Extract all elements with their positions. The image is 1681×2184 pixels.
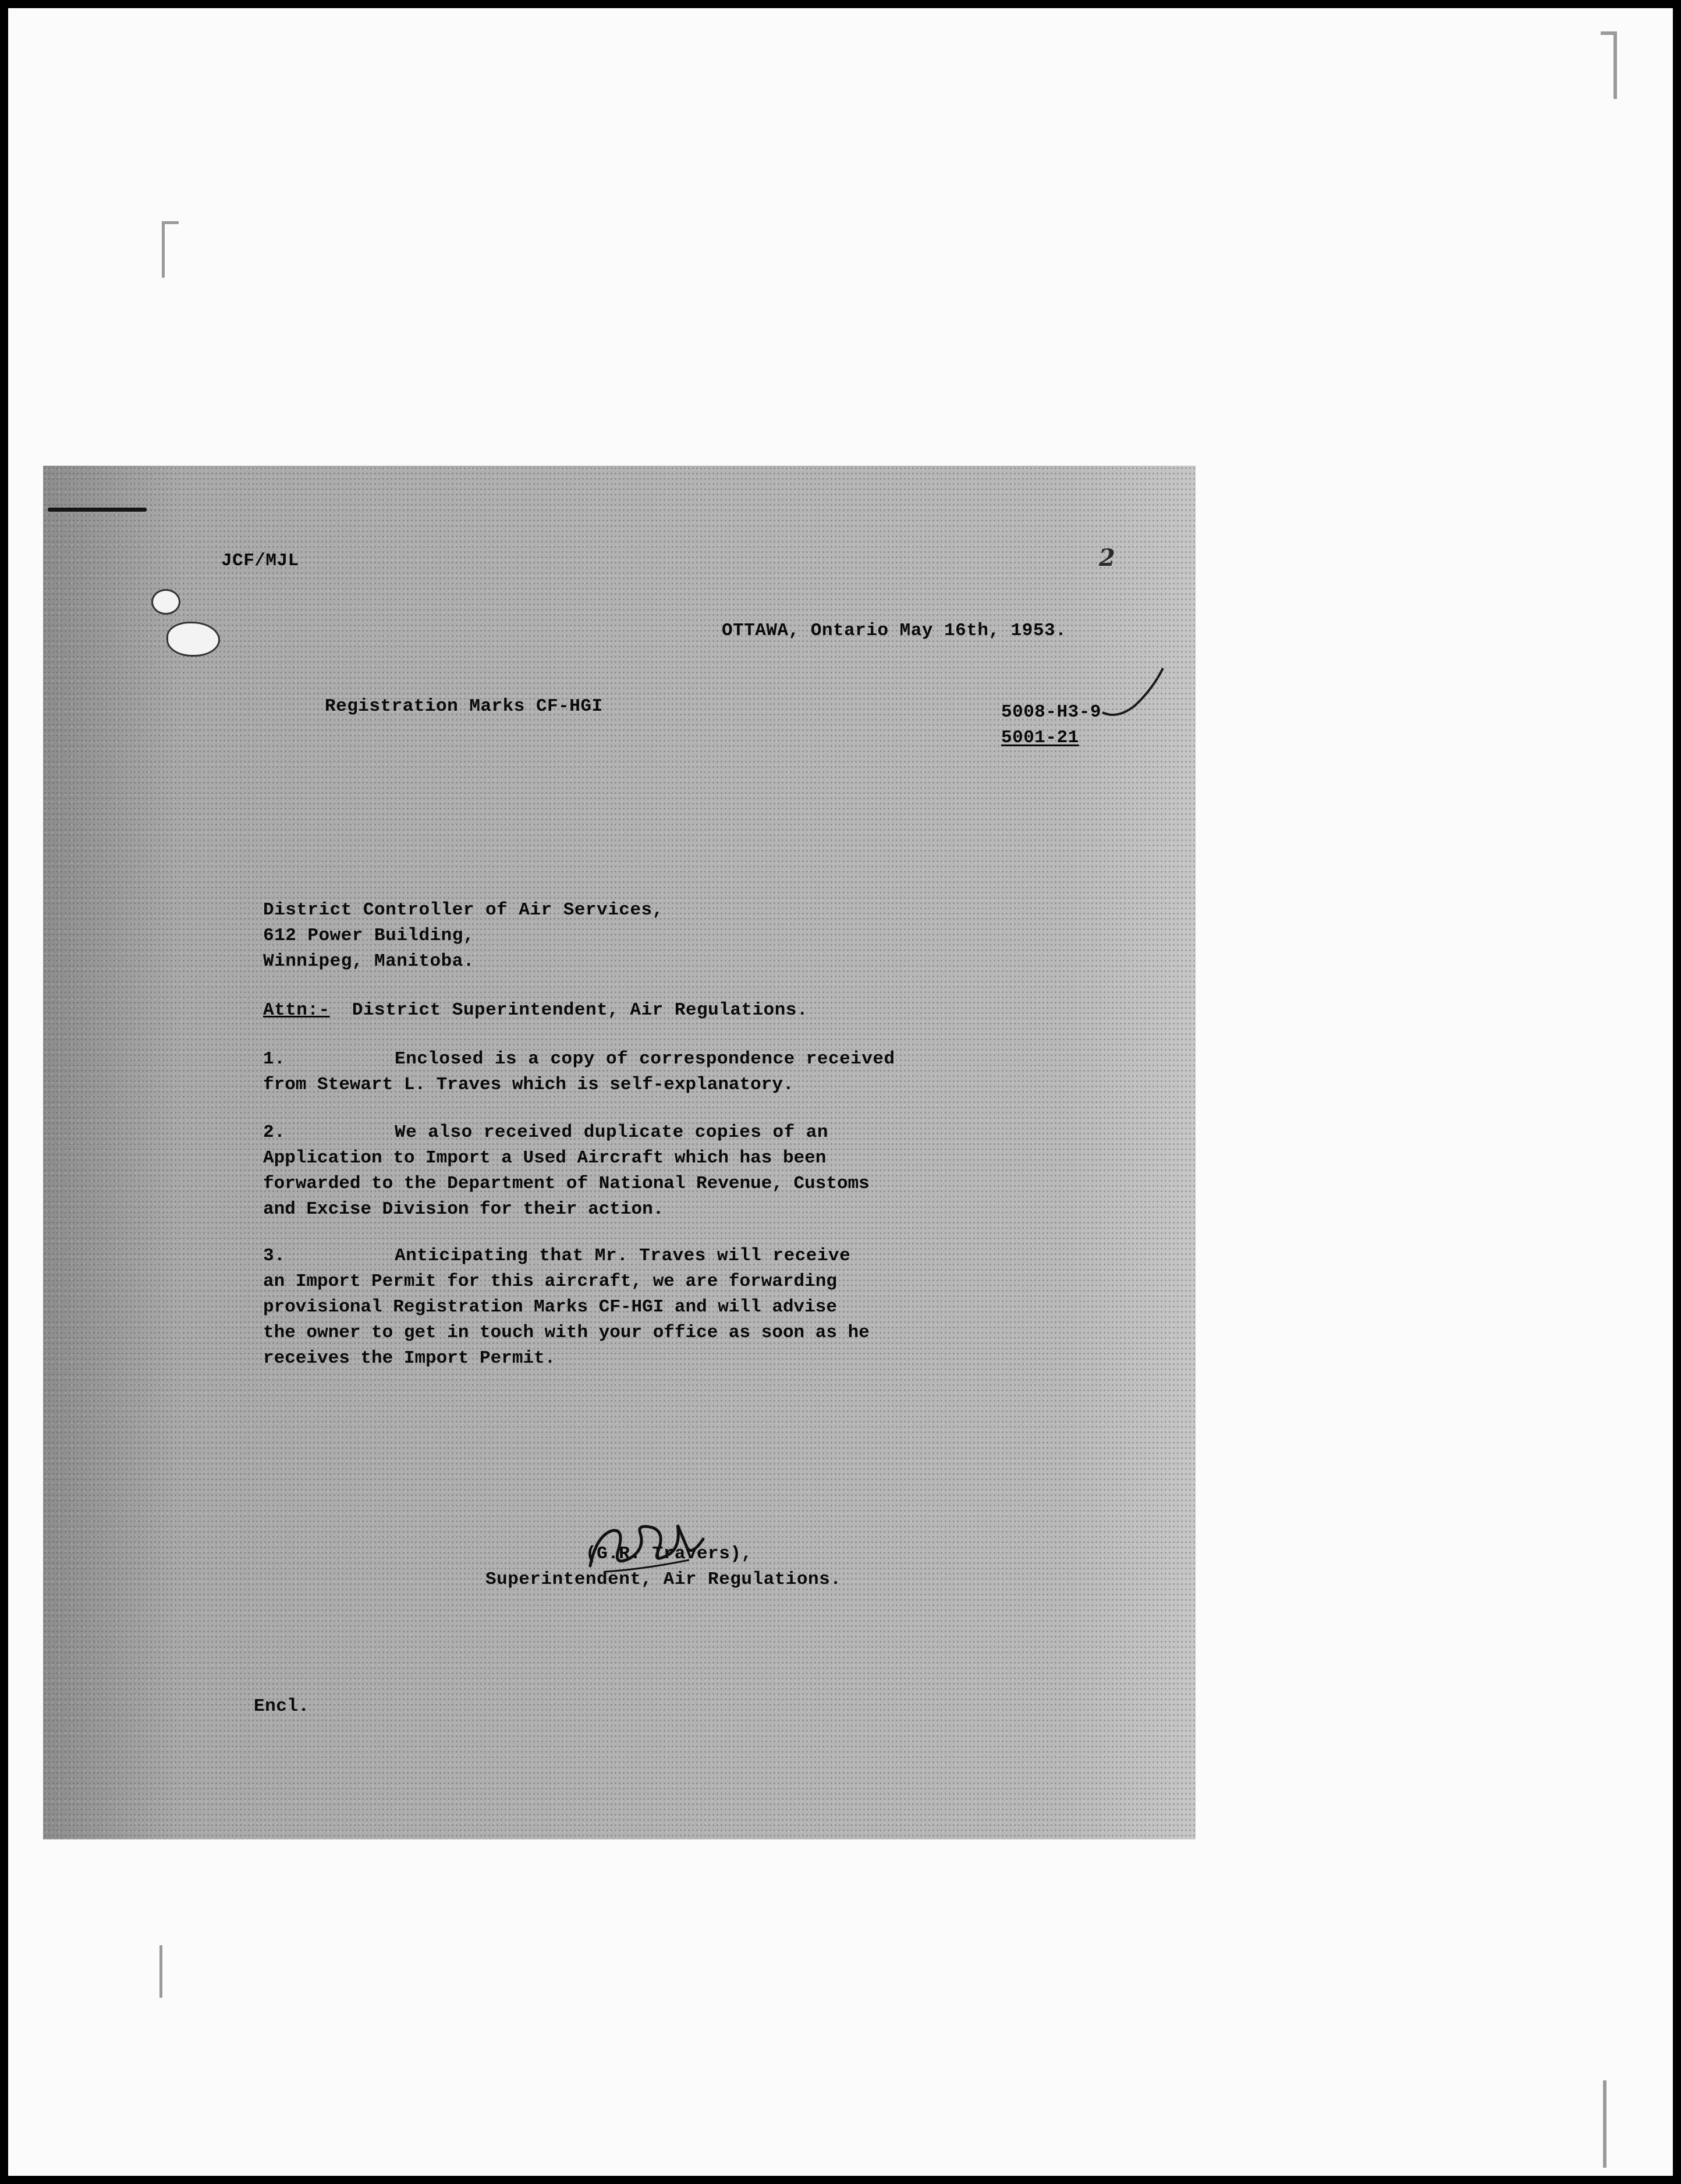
addressee-line: Winnipeg, Manitoba.: [263, 951, 474, 972]
subject-line: Registration Marks CF-HGI: [325, 696, 603, 717]
addressee-line: 612 Power Building,: [263, 926, 474, 946]
paragraph-first-line: Anticipating that Mr. Traves will receive: [395, 1246, 851, 1266]
enclosure-note: Encl.: [254, 1696, 310, 1717]
addressee-line: District Controller of Air Services,: [263, 900, 664, 920]
file-reference: 5008-H3-9: [1001, 702, 1101, 722]
file-reference: 5001-21: [1001, 728, 1079, 748]
crop-mark: [1603, 2080, 1610, 2168]
attention-label: Attn:-: [263, 1000, 330, 1020]
attention-line: [263, 998, 808, 1023]
page-number-text: 2: [1099, 544, 1115, 572]
paragraph-body: Application to Import a Used Aircraft which has been forwarded to the Department of National Revenue, Customs and Excise Division for their action.: [263, 1148, 870, 1219]
signature-name: (G.R. Travers),: [586, 1544, 753, 1564]
punch-hole: [151, 589, 180, 615]
file-initials: JCF/MJL: [221, 551, 299, 571]
attention-text: District Superintendent, Air Regulations.: [352, 1000, 808, 1020]
crop-mark: [1601, 31, 1617, 99]
letter-page: [43, 466, 1196, 1839]
crop-mark: [162, 221, 179, 278]
punch-hole: [166, 622, 220, 657]
handwritten-signature: [584, 1513, 724, 1583]
check-mark: [1100, 664, 1170, 722]
paragraph-number: 1.: [263, 1049, 286, 1069]
margin-mark: [48, 508, 147, 512]
paragraph-first-line: We also received duplicate copies of an: [395, 1122, 829, 1143]
crop-mark: [159, 1945, 166, 1998]
paragraph-body: from Stewart L. Traves which is self-explanatory.: [263, 1075, 794, 1095]
paragraph-body: an Import Permit for this aircraft, we are forwarding provisional Registration Marks CF-HGI and will advise the owner to get in touch with your office as soon as he receives the Import Permit.: [263, 1271, 870, 1368]
signature-title: Superintendent, Air Regulations.: [485, 1569, 842, 1590]
paragraph-first-line: Enclosed is a copy of correspondence received: [395, 1049, 895, 1069]
paragraph-number: 3.: [263, 1246, 286, 1266]
place-date: OTTAWA, Ontario May 16th, 1953.: [722, 621, 1067, 641]
paragraph-number: 2.: [263, 1122, 286, 1143]
page-number: [1097, 540, 1126, 575]
